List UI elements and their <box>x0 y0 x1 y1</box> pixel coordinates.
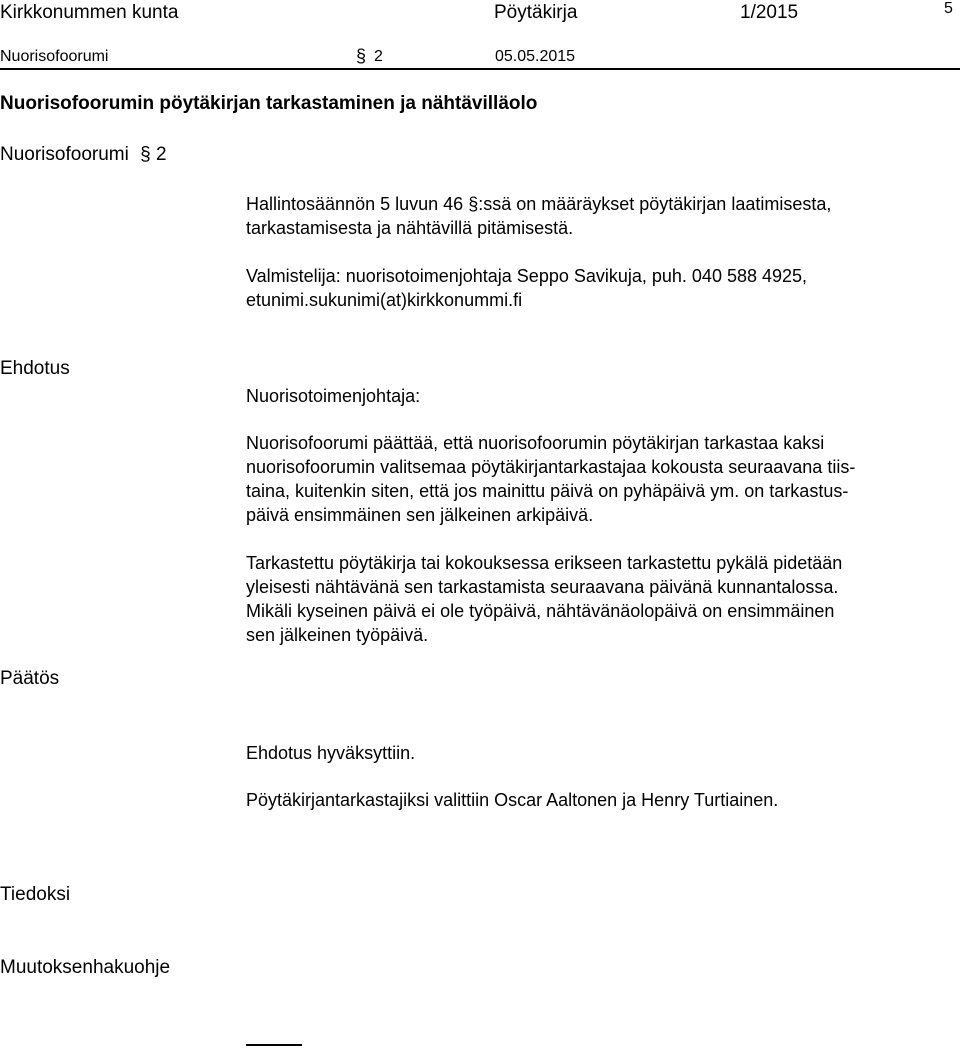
meeting-reference <box>0 144 167 166</box>
preparer-line1: Valmistelija: nuorisotoimenjohtaja Seppo Savikuja, puh. 040 588 4925, <box>246 266 808 286</box>
proposal-label: Ehdotus <box>0 358 70 379</box>
appeal-label: Muutoksenhakuohje <box>0 957 171 978</box>
proposal-p1-line: taina, kuitenkin siten, että jos mainittu päivä on pyhäpäivä ym. on tarkastus- <box>246 481 849 501</box>
body-name: Nuorisofoorumi <box>0 48 109 65</box>
decision-line-1: Ehdotus hyväksyttiin. <box>246 743 416 763</box>
section-sign-icon: § <box>356 46 367 66</box>
proposal-p2-line: sen jälkeinen työpäivä. <box>246 625 429 645</box>
organization-name: Kirkkonummen kunta <box>0 2 179 23</box>
intro-text-line2: tarkastamisesta ja nähtävillä pitämisestä. <box>246 218 574 238</box>
preparer-paragraph <box>246 264 956 312</box>
proposal-p1-line: päivä ensimmäinen sen jälkeinen arkipäivä. <box>246 505 594 525</box>
section-sign-icon: § <box>468 194 479 214</box>
intro-text-b: :ssä on määräykset pöytäkirjan laatimisesta, <box>478 194 832 214</box>
document-type: Pöytäkirja <box>494 2 578 23</box>
preparer-line2: etunimi.sukunimi(at)kirkkonummi.fi <box>246 290 523 310</box>
decision-line-2: Pöytäkirjantarkastajiksi valittiin Oscar Aaltonen ja Henry Turtiainen. <box>246 790 779 810</box>
info-label: Tiedoksi <box>0 884 71 905</box>
proposal-p1-line: nuorisofoorumin valitsemaa pöytäkirjantarkastajaa kokousta seuraavana tiis- <box>246 457 856 477</box>
proposer: Nuorisotoimenjohtaja: <box>246 386 421 406</box>
meeting-ref-body: Nuorisofoorumi <box>0 144 129 165</box>
proposal-p2-line: yleisesti nähtävänä sen tarkastamista seuraavana päivänä kunnantalossa. <box>246 577 839 597</box>
document-number: 1/2015 <box>740 2 799 23</box>
item-title: Nuorisofoorumin pöytäkirjan tarkastaminen ja nähtävilläolo <box>0 93 538 114</box>
section-sign-icon: § <box>140 144 151 165</box>
signature-line <box>246 1044 302 1046</box>
proposal-p2-line: Tarkastettu pöytäkirja tai kokouksessa erikseen tarkastettu pykälä pidetään <box>246 553 843 573</box>
meeting-date: 05.05.2015 <box>495 48 576 65</box>
proposal-paragraph-2 <box>246 551 956 647</box>
proposal-p1-line: Nuorisofoorumi päättää, että nuorisofoorumin pöytäkirjan tarkastaa kaksi <box>246 433 825 453</box>
header-divider <box>0 68 960 70</box>
page-number: 5 <box>944 0 953 17</box>
intro-text-a: Hallintosäännön 5 luvun 46 <box>246 194 464 214</box>
section-number: 2 <box>374 48 383 65</box>
proposal-paragraph-1 <box>246 431 956 527</box>
decision-label: Päätös <box>0 668 60 689</box>
meeting-ref-section: 2 <box>155 144 167 165</box>
intro-paragraph <box>246 192 956 240</box>
proposal-p2-line: Mikäli kyseinen päivä ei ole työpäivä, nähtävänäolopäivä on ensimmäinen <box>246 601 835 621</box>
